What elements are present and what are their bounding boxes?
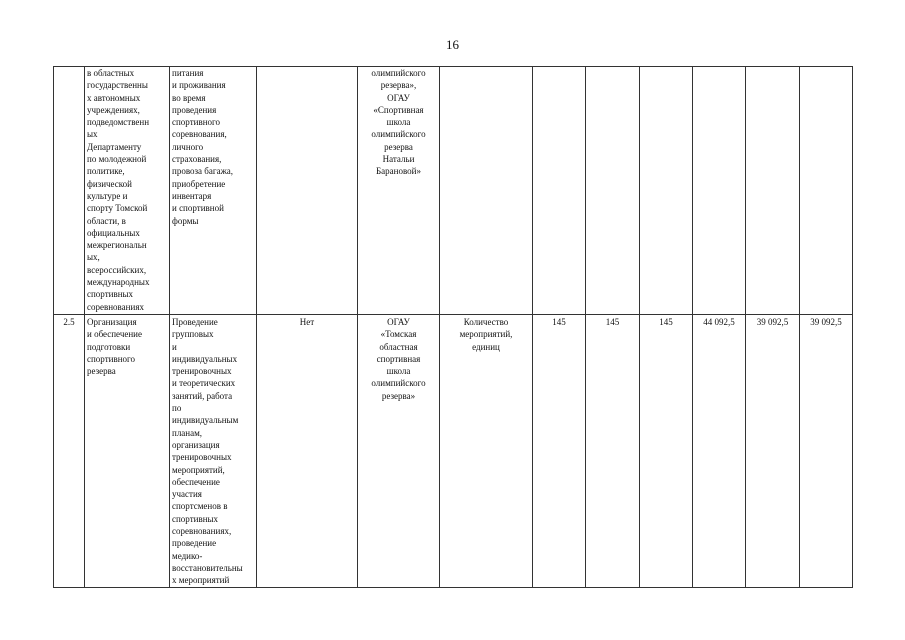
executor-cell: олимпийского резерва», ОГАУ «Спортивная школа олимпийского резерва Натальи Барановой» xyxy=(358,67,440,315)
value-cell-4: 44 092,5 xyxy=(693,315,746,588)
value-cell-3: 145 xyxy=(640,315,693,588)
indicator-cell: Количество мероприятий, единиц xyxy=(440,315,533,588)
value-cell-6 xyxy=(800,67,853,315)
value-cell-1: 145 xyxy=(533,315,586,588)
row-number-cell xyxy=(54,67,85,315)
value-cell-2: 145 xyxy=(586,315,640,588)
row-number-cell: 2.5 xyxy=(54,315,85,588)
measure-content-cell: Проведение групповых и индивидуальных тренировочных и теоретических занятий, работа по индивидуальным планам, организация тренировочных мероприятий, обеспечение участия спортсменов в спортивных соревнованиях, проведение медико- восстановительны х мероприятий xyxy=(170,315,257,588)
program-table xyxy=(53,66,853,588)
measure-content-cell: питания и проживания во время проведения спортивного соревнования, личного страхования, провоза багажа, приобретение инвентаря и спортивной формы xyxy=(170,67,257,315)
value-cell-2 xyxy=(586,67,640,315)
value-cell-4 xyxy=(693,67,746,315)
value-cell-6: 39 092,5 xyxy=(800,315,853,588)
task-name-cell: в областных государственны х автономных учреждениях, подведомственн ых Департаменту по молодежной политике, физической культуре и спорту Томской области, в официальных межрегиональн ых, всероссийских, международных спортивных соревнованиях xyxy=(85,67,170,315)
value-cell-5: 39 092,5 xyxy=(746,315,800,588)
column-4-cell xyxy=(257,67,358,315)
page-number: 16 xyxy=(446,37,459,52)
value-cell-3 xyxy=(640,67,693,315)
task-name-cell: Организация и обеспечение подготовки спортивного резерва xyxy=(85,315,170,588)
value-cell-1 xyxy=(533,67,586,315)
table-row xyxy=(54,67,853,315)
column-4-cell: Нет xyxy=(257,315,358,588)
table-row xyxy=(54,315,853,588)
executor-cell: ОГАУ «Томская областная спортивная школа олимпийского резерва» xyxy=(358,315,440,588)
value-cell-5 xyxy=(746,67,800,315)
indicator-cell xyxy=(440,67,533,315)
